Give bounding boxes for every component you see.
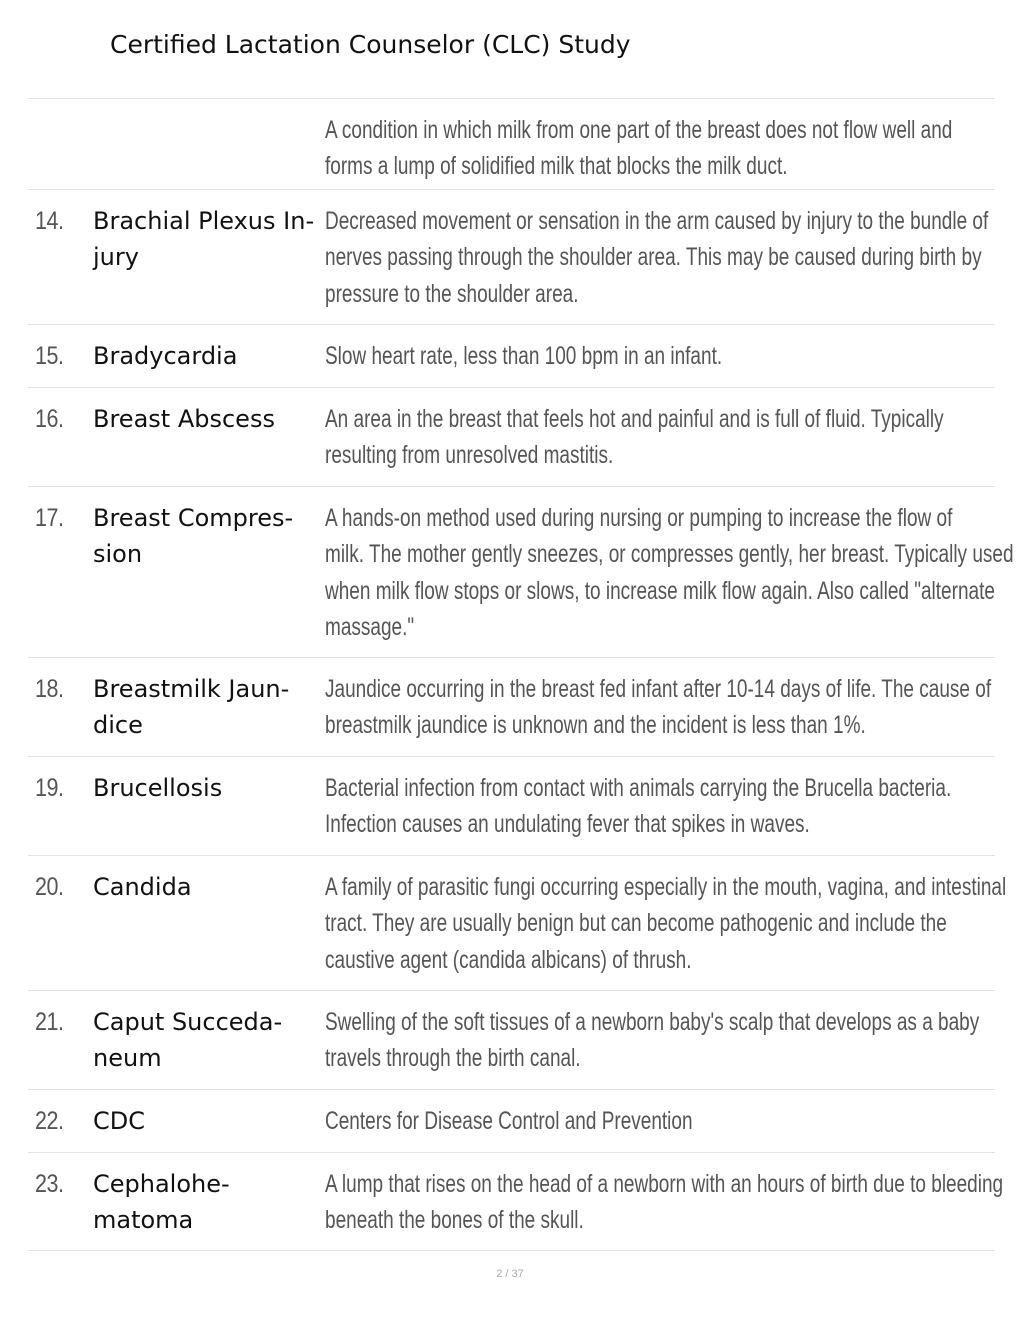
entry-definition — [325, 401, 1020, 474]
entry-term — [93, 869, 328, 905]
entry-number: 14. — [35, 207, 64, 235]
term-line: Cephalohe- — [93, 1170, 230, 1198]
entry-definition — [325, 112, 1020, 185]
entry-definition — [325, 203, 1020, 312]
definition-line: milk. The mother gently sneezes, or compresses gently, her breast. Typically used — [325, 540, 1014, 569]
entry-number: 17. — [35, 504, 64, 532]
definition-line: An area in the breast that feels hot and painful and is full of fluid. Typically — [325, 405, 944, 433]
entry-number: 21. — [35, 1008, 64, 1036]
page-number: 2 / 37 — [496, 1268, 524, 1280]
definition-line: A family of parasitic fungi occurring especially in the mouth, vagina, and intestinal — [325, 873, 1007, 901]
definition-line: Slow heart rate, less than 100 bpm in an infant. — [325, 342, 723, 370]
term-line: Caput Succeda- — [93, 1008, 283, 1036]
term-line: Bradycardia — [93, 342, 238, 370]
entry-term — [93, 770, 328, 806]
definition-line: breastmilk jaundice is unknown and the incident is less than 1%. — [325, 711, 866, 740]
definition-line: A lump that rises on the head of a newborn with an hours of birth due to bleeding — [325, 1170, 1004, 1198]
glossary-row — [28, 1152, 1004, 1251]
definition-line: A condition in which milk from one part of the breast does not flow well and — [325, 116, 953, 144]
glossary-row — [28, 855, 1007, 990]
definition-line: Centers for Disease Control and Prevention — [325, 1107, 693, 1135]
entry-number: 16. — [35, 405, 64, 433]
glossary-row — [28, 756, 995, 855]
definition-line: Jaundice occurring in the breast fed infant after 10-14 days of life. The cause of — [325, 675, 992, 703]
definition-line: Decreased movement or sensation in the arm caused by injury to the bundle of — [325, 207, 989, 235]
definition-line: resulting from unresolved mastitis. — [325, 441, 614, 470]
document-title: Certified Lactation Counselor (CLC) Study — [110, 30, 631, 59]
entry-number: 15. — [35, 342, 64, 370]
term-line: jury — [93, 243, 139, 271]
term-line: Breastmilk Jaun- — [93, 675, 290, 703]
entry-number: 20. — [35, 873, 64, 901]
term-line: Breast Abscess — [93, 405, 275, 433]
term-line: neum — [93, 1044, 162, 1072]
definition-line: caustive agent (candida albicans) of thrush. — [325, 945, 692, 974]
entry-definition — [325, 1004, 1020, 1077]
entry-definition — [325, 770, 1020, 843]
glossary-row — [28, 657, 995, 756]
definition-line: when milk flow stops or slows, to increase milk flow again. Also called "alternate — [325, 576, 995, 605]
entry-number: 19. — [35, 774, 64, 802]
term-line: Breast Compres- — [93, 504, 294, 532]
entry-term — [93, 500, 328, 572]
definition-line: beneath the bones of the skull. — [325, 1206, 584, 1235]
entry-definition — [325, 1103, 1020, 1139]
glossary-row — [28, 387, 995, 486]
term-line: Candida — [93, 873, 192, 901]
definition-line: forms a lump of solidified milk that blocks the milk duct. — [325, 152, 788, 181]
glossary-row — [28, 324, 995, 387]
entry-term — [93, 401, 328, 437]
entry-term — [93, 1166, 328, 1238]
term-line: sion — [93, 540, 143, 568]
definition-line: tract. They are usually benign but can become pathogenic and include the — [325, 909, 947, 938]
term-line: Brucellosis — [93, 774, 223, 802]
glossary-row — [28, 990, 995, 1089]
glossary-row — [28, 189, 995, 324]
definition-line: Infection causes an undulating fever that spikes in waves. — [325, 810, 810, 839]
entry-definition — [325, 1166, 1020, 1239]
entry-number: 18. — [35, 675, 64, 703]
definition-line: pressure to the shoulder area. — [325, 279, 579, 308]
term-line: matoma — [93, 1206, 194, 1234]
definition-line: travels through the birth canal. — [325, 1044, 581, 1073]
glossary-row — [28, 1089, 995, 1152]
entry-definition — [325, 671, 1020, 744]
entry-definition — [325, 338, 1020, 374]
definition-line: Swelling of the soft tissues of a newborn baby's scalp that develops as a baby — [325, 1008, 980, 1036]
entry-number: 22. — [35, 1107, 64, 1135]
definition-line: A hands-on method used during nursing or pumping to increase the flow of — [325, 504, 953, 532]
glossary-table — [28, 98, 1014, 1251]
definition-line: massage." — [325, 612, 415, 641]
glossary-row — [28, 98, 995, 189]
entry-term — [93, 671, 328, 743]
entry-term — [93, 1004, 328, 1076]
entry-term — [93, 1103, 328, 1139]
term-line: dice — [93, 711, 143, 739]
entry-definition — [325, 500, 1020, 645]
entry-number: 23. — [35, 1170, 64, 1198]
entry-definition — [325, 869, 1020, 978]
definition-line: Bacterial infection from contact with animals carrying the Brucella bacteria. — [325, 774, 952, 802]
definition-line: nerves passing through the shoulder area. This may be caused during birth by — [325, 243, 982, 272]
term-line: CDC — [93, 1107, 145, 1135]
glossary-row — [28, 486, 1014, 657]
entry-term — [93, 338, 328, 374]
term-line: Brachial Plexus In- — [93, 207, 315, 235]
entry-term — [93, 203, 328, 275]
